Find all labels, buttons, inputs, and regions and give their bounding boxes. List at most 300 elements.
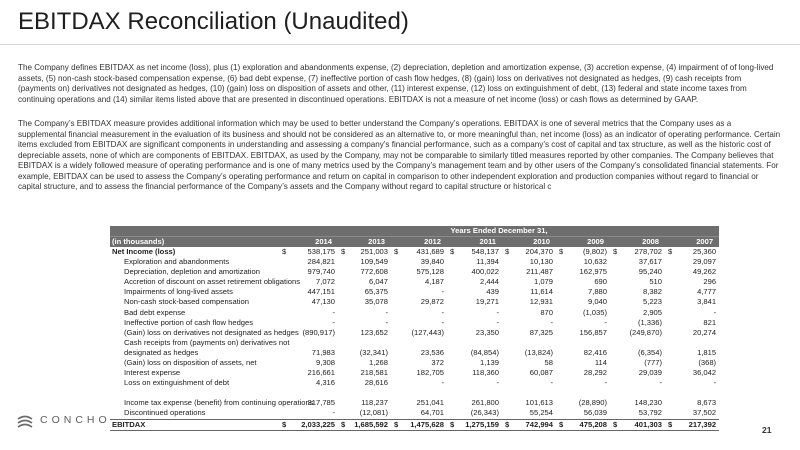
- total-row: [110, 419, 719, 430]
- value-cell: [447, 368, 502, 378]
- cell-value: 7,072: [315, 277, 335, 287]
- value-cell: [279, 419, 338, 430]
- cell-value: 742,994: [525, 419, 553, 429]
- row-label: (Gain) loss on disposition of assets, net: [124, 358, 257, 368]
- cell-value: -: [441, 378, 444, 388]
- value-cell: [502, 247, 556, 257]
- value-cell: [391, 358, 447, 368]
- value-cell: [665, 348, 719, 358]
- value-cell: [338, 338, 391, 348]
- cell-value: 28,292: [583, 368, 607, 378]
- cell-value: 19,271: [475, 297, 499, 307]
- cell-value: -: [441, 307, 444, 317]
- value-cell: [279, 388, 338, 398]
- cell-value: 439: [486, 287, 499, 297]
- value-cell: [279, 287, 338, 297]
- value-cell: [665, 408, 719, 419]
- cell-value: 401,303: [634, 419, 662, 429]
- cell-value: 1,815: [697, 347, 717, 357]
- cell-value: 10,632: [583, 257, 607, 267]
- dollar-sign: $: [341, 419, 346, 429]
- value-cell: [556, 287, 610, 297]
- cell-value: 251,041: [416, 398, 444, 408]
- value-cell: [556, 358, 610, 368]
- cell-value: 29,097: [692, 257, 717, 267]
- cell-value: 4,316: [315, 378, 335, 388]
- value-cell: [391, 408, 447, 419]
- dollar-sign: $: [394, 247, 399, 256]
- row-label: Net Income (loss): [112, 247, 176, 256]
- row-label: Loss on extinguishment of debt: [124, 378, 230, 388]
- value-cell: [391, 257, 447, 267]
- table-body: [110, 247, 719, 430]
- table-group-header-row: [110, 226, 719, 237]
- cell-value: 218,581: [360, 368, 388, 378]
- dollar-sign: $: [282, 247, 287, 256]
- value-cell: [447, 419, 502, 430]
- value-cell: [391, 247, 447, 257]
- cell-value: 118,360: [472, 368, 499, 378]
- value-cell: [556, 267, 610, 277]
- definition-paragraph: The Company defines EBITDAX as net income (loss), plus (1) exploration and abandonments expense, (2) depreciation, depletion and amortization expense, (3) accretion expense, (4) impairment of of long-lived assets, (5) non-cash stock-based compensation expense, (6) bad debt expense, (7) ineffective portion of cash flow hedges, (8) (gain) loss on derivatives not designated as hedges, (9) cash receipts from (payments on) derivatives not designated as hedges, (10) (gain) loss on disposition of assets and other, (11) interest expense, (12) loss on extinguishment of debt, (13) federal and state income taxes from continuing operations and (14) similar items listed above that are presented in discontinued operations. EBITDAX is not a measure of net income (loss) or cash flows as determined by GAAP.: [18, 63, 774, 104]
- value-cell: [279, 368, 338, 378]
- table-row: [110, 378, 719, 388]
- value-cell: [338, 419, 391, 430]
- table-row: [110, 328, 719, 338]
- cell-value: 475,208: [579, 419, 607, 429]
- cell-value: 49,262: [692, 267, 717, 277]
- value-cell: [610, 267, 665, 277]
- row-label: Cash receipts from (payments on) derivatives not: [124, 337, 290, 347]
- cell-value: -: [604, 378, 607, 388]
- cell-value: 2,905: [642, 307, 662, 317]
- value-cell: [665, 419, 719, 430]
- cell-value: 400,022: [471, 267, 499, 277]
- value-cell: [665, 368, 719, 378]
- value-cell: [391, 388, 447, 398]
- table-row: [110, 368, 719, 378]
- value-cell: [502, 328, 556, 338]
- cell-value: 278,702: [634, 247, 662, 256]
- cell-value: 36,042: [692, 368, 717, 378]
- value-cell: [338, 267, 391, 277]
- row-label: Depreciation, depletion and amortization: [124, 267, 260, 277]
- value-cell: [338, 358, 391, 368]
- cell-value: 690: [594, 277, 607, 287]
- cell-value: 216,661: [307, 368, 335, 378]
- value-cell: [665, 328, 719, 338]
- cell-value: 284,821: [307, 257, 335, 267]
- value-cell: [279, 297, 338, 307]
- dollar-sign: $: [450, 419, 455, 429]
- value-cell: [665, 378, 719, 388]
- cell-value: (1,035): [582, 307, 607, 317]
- value-cell: [556, 328, 610, 338]
- value-cell: [556, 308, 610, 318]
- value-cell: [665, 358, 719, 368]
- value-cell: [610, 368, 665, 378]
- table-year-header-row: [110, 237, 719, 248]
- cell-value: (890,917): [302, 327, 335, 337]
- cell-value: 1,079: [533, 277, 553, 287]
- cell-value: 29,872: [420, 297, 444, 307]
- value-cell: [447, 338, 502, 348]
- value-cell: [338, 388, 391, 398]
- value-cell: [279, 277, 338, 287]
- row-label: Income tax expense (benefit) from continuing operations: [124, 398, 314, 408]
- cell-value: 6,047: [368, 277, 388, 287]
- value-cell: [279, 257, 338, 267]
- year-header-2009: 2009: [556, 237, 610, 248]
- year-header-2008: 2008: [610, 237, 665, 248]
- value-cell: [665, 318, 719, 328]
- value-cell: [665, 277, 719, 287]
- value-cell: [556, 247, 610, 257]
- value-cell: [502, 338, 556, 348]
- cell-value: 1,275,159: [465, 419, 499, 429]
- explanation-paragraph: The Company’s EBITDAX measure provides additional information which may be used to better understand the Company’s operations. EBITDAX is one of several metrics that the Company uses as a supplemental financial measurement in the evaluation of its business and should not be considered as an alternative to, or more meaningful than, net income (loss) as an indicator of operating performance. Certain items excluded from EBITDAX are significant components in understanding and assessing a company’s financial performance, such as a company’s cost of capital and tax structure, as well as the historic cost of depreciable assets, none of which are components of EBITDAX. EBITDAX, as used by the Company, may not be comparable to similarly titled measures reported by other companies. The Company believes that EBITDAX is a widely followed measure of operating performance and is one of many metrics used by the Company’s management team and by other users of the Company’s consolidated financial statements. For example, EBITDAX can be used to assess the Company’s operating performance and return on capital in comparison to other independent exploration and production companies without regard to financial or capital structure, and to assess the financial performance of the Company’s assets and the Company without regard to capital structure or historical c: [18, 119, 781, 191]
- value-cell: [279, 318, 338, 328]
- cell-value: 47,130: [311, 297, 335, 307]
- table-row: [110, 408, 719, 419]
- year-header-2011: 2011: [447, 237, 502, 248]
- cell-value: 29,039: [638, 368, 662, 378]
- cell-value: 1,685,592: [354, 419, 388, 429]
- cell-value: (777): [644, 358, 662, 368]
- cell-value: 60,087: [529, 368, 553, 378]
- cell-value: 1,268: [368, 358, 388, 368]
- cell-value: -: [659, 378, 662, 388]
- row-label: (Gain) loss on derivatives not designated as hedges: [124, 327, 299, 337]
- row-label: Impairments of long-lived assets: [124, 287, 233, 297]
- row-label: Interest expense: [124, 368, 181, 378]
- cell-value: 9,040: [587, 297, 607, 307]
- value-cell: [447, 297, 502, 307]
- ebitdax-table: [110, 226, 719, 431]
- cell-value: 1,139: [479, 358, 499, 368]
- cell-value: 217,392: [688, 419, 717, 429]
- cell-value: 251,003: [360, 247, 388, 256]
- cell-value: 53,792: [638, 408, 662, 418]
- cell-value: (1,336): [637, 317, 662, 327]
- value-cell: [665, 308, 719, 318]
- dollar-sign: $: [505, 247, 510, 256]
- value-cell: [338, 297, 391, 307]
- cell-value: 447,151: [307, 287, 335, 297]
- value-cell: [391, 267, 447, 277]
- row-label: Bad debt expense: [124, 307, 186, 317]
- cell-value: -: [604, 317, 607, 327]
- dollar-sign: $: [559, 419, 564, 429]
- cell-value: 510: [649, 277, 662, 287]
- cell-value: 1,475,628: [410, 419, 444, 429]
- value-cell: [391, 419, 447, 430]
- cell-value: 28,616: [364, 378, 388, 388]
- cell-value: 156,857: [579, 327, 607, 337]
- value-cell: [279, 348, 338, 358]
- cell-value: 148,230: [634, 398, 662, 408]
- value-cell: [279, 398, 338, 408]
- value-cell: [665, 247, 719, 257]
- value-cell: [556, 318, 610, 328]
- cell-value: 56,039: [583, 408, 607, 418]
- cell-value: 11,394: [476, 257, 499, 267]
- dollar-sign: $: [613, 419, 618, 429]
- cell-value: 431,689: [416, 247, 444, 256]
- value-cell: [610, 297, 665, 307]
- cell-value: (127,443): [411, 327, 444, 337]
- value-cell: [279, 267, 338, 277]
- page-number: 21: [762, 425, 772, 435]
- value-cell: [665, 338, 719, 348]
- value-cell: [665, 257, 719, 267]
- value-cell: [338, 247, 391, 257]
- cell-value: 4,187: [424, 277, 444, 287]
- value-cell: [447, 348, 502, 358]
- value-cell: [279, 308, 338, 318]
- value-cell: [502, 267, 556, 277]
- dollar-sign: $: [668, 419, 673, 429]
- table-row: [110, 267, 719, 277]
- value-cell: [502, 287, 556, 297]
- value-cell: [502, 388, 556, 398]
- value-cell: [391, 297, 447, 307]
- value-cell: [391, 398, 447, 408]
- value-cell: [610, 318, 665, 328]
- year-header-2010: 2010: [502, 237, 556, 248]
- cell-value: 211,487: [526, 267, 553, 277]
- cell-value: 23,350: [475, 327, 499, 337]
- cell-value: 870: [540, 307, 553, 317]
- cell-value: 10,130: [529, 257, 553, 267]
- value-cell: [279, 408, 338, 419]
- cell-value: -: [496, 317, 499, 327]
- value-cell: [502, 358, 556, 368]
- value-cell: [665, 297, 719, 307]
- cell-value: (249,870): [629, 327, 662, 337]
- cell-value: 11,614: [530, 287, 553, 297]
- cell-value: 979,740: [307, 267, 335, 277]
- value-cell: [665, 398, 719, 408]
- table-row: [110, 358, 719, 368]
- value-cell: [502, 419, 556, 430]
- value-cell: [447, 287, 502, 297]
- cell-value: 317,785: [307, 398, 335, 408]
- cell-value: 8,673: [697, 398, 717, 408]
- value-cell: [447, 247, 502, 257]
- value-cell: [610, 388, 665, 398]
- row-label: Non-cash stock-based compensation: [124, 297, 249, 307]
- row-label: Ineffective portion of cash flow hedges: [124, 317, 254, 327]
- value-cell: [338, 257, 391, 267]
- value-cell: [391, 348, 447, 358]
- cell-value: (9,802): [582, 247, 607, 256]
- cell-value: -: [496, 307, 499, 317]
- value-cell: [447, 388, 502, 398]
- cell-value: 87,325: [529, 327, 553, 337]
- dollar-sign: $: [613, 247, 618, 256]
- title-divider: [0, 44, 800, 45]
- cell-value: 7,880: [587, 287, 607, 297]
- cell-value: 548,137: [471, 247, 499, 256]
- cell-value: 296: [703, 277, 717, 287]
- cell-value: 23,536: [420, 347, 444, 357]
- value-cell: [279, 358, 338, 368]
- value-cell: [610, 328, 665, 338]
- dollar-sign: $: [341, 247, 346, 256]
- cell-value: 35,078: [364, 297, 388, 307]
- value-cell: [610, 348, 665, 358]
- cell-value: 204,370: [525, 247, 553, 256]
- year-header-2013: 2013: [338, 237, 391, 248]
- value-cell: [556, 297, 610, 307]
- cell-value: 2,444: [479, 277, 499, 287]
- value-cell: [447, 267, 502, 277]
- value-cell: [279, 378, 338, 388]
- value-cell: [338, 318, 391, 328]
- value-cell: [556, 398, 610, 408]
- dollar-sign: $: [282, 419, 287, 429]
- concho-logo-icon: [16, 411, 34, 433]
- table-row: [110, 348, 719, 358]
- cell-value: 772,608: [360, 267, 388, 277]
- cell-value: 58: [544, 358, 553, 368]
- table-row: [110, 338, 719, 348]
- table-row: [110, 318, 719, 328]
- value-cell: [338, 378, 391, 388]
- value-cell: [502, 408, 556, 419]
- value-cell: [610, 287, 665, 297]
- cell-value: (28,890): [578, 398, 607, 408]
- cell-value: -: [441, 317, 444, 327]
- row-label: Accretion of discount on asset retirement obligations: [124, 277, 301, 287]
- cell-value: -: [441, 287, 444, 297]
- value-cell: [556, 388, 610, 398]
- value-cell: [447, 378, 502, 388]
- cell-value: 55,254: [529, 408, 553, 418]
- page-title: EBITDAX Reconciliation (Unaudited): [18, 8, 409, 35]
- row-label: designated as hedges: [124, 347, 199, 357]
- table-row: [110, 247, 719, 257]
- cell-value: 95,240: [638, 267, 662, 277]
- value-cell: [279, 247, 338, 257]
- row-label: [110, 388, 279, 398]
- cell-value: 821: [703, 317, 717, 327]
- cell-value: (84,854): [470, 347, 499, 357]
- dollar-sign: $: [668, 247, 673, 256]
- dollar-sign: $: [505, 419, 510, 429]
- cell-value: 9,308: [315, 358, 335, 368]
- value-cell: [391, 318, 447, 328]
- cell-value: 37,502: [692, 408, 717, 418]
- value-cell: [391, 338, 447, 348]
- value-cell: [391, 378, 447, 388]
- value-cell: [556, 348, 610, 358]
- cell-value: -: [385, 317, 388, 327]
- cell-value: 39,840: [420, 257, 444, 267]
- table-row: [110, 308, 719, 318]
- value-cell: [665, 388, 719, 398]
- cell-value: 8,382: [642, 287, 662, 297]
- value-cell: [556, 378, 610, 388]
- value-cell: [502, 318, 556, 328]
- cell-value: 114: [594, 358, 607, 368]
- cell-value: 109,549: [360, 257, 388, 267]
- value-cell: [502, 348, 556, 358]
- cell-value: 182,705: [416, 368, 444, 378]
- cell-value: -: [332, 408, 335, 418]
- cell-value: 118,237: [361, 398, 388, 408]
- cell-value: 162,975: [579, 267, 607, 277]
- cell-value: (26,343): [470, 408, 499, 418]
- value-cell: [610, 408, 665, 419]
- cell-value: (32,341): [359, 347, 388, 357]
- cell-value: 575,128: [416, 267, 444, 277]
- cell-value: 101,613: [525, 398, 553, 408]
- cell-value: 4,777: [697, 287, 717, 297]
- cell-value: 71,983: [311, 347, 335, 357]
- value-cell: [447, 408, 502, 419]
- value-cell: [447, 358, 502, 368]
- value-cell: [279, 338, 338, 348]
- value-cell: [338, 408, 391, 419]
- cell-value: -: [385, 307, 388, 317]
- year-header-2012: 2012: [391, 237, 447, 248]
- value-cell: [391, 277, 447, 287]
- cell-value: 5,223: [642, 297, 662, 307]
- value-cell: [338, 277, 391, 287]
- value-cell: [338, 348, 391, 358]
- cell-value: -: [713, 307, 717, 317]
- value-cell: [610, 398, 665, 408]
- value-cell: [447, 328, 502, 338]
- dollar-sign: $: [559, 247, 564, 256]
- cell-value: 2,033,225: [301, 419, 335, 429]
- row-label: EBITDAX: [110, 419, 279, 430]
- value-cell: [502, 368, 556, 378]
- cell-value: 538,175: [307, 247, 335, 256]
- cell-value: -: [332, 317, 335, 327]
- value-cell: [665, 287, 719, 297]
- value-cell: [338, 368, 391, 378]
- table-row: [110, 287, 719, 297]
- years-group-header: Years Ended December 31,: [279, 226, 719, 237]
- cell-value: (368): [698, 358, 717, 368]
- value-cell: [610, 247, 665, 257]
- table-row: [110, 277, 719, 287]
- value-cell: [447, 318, 502, 328]
- cell-value: 372: [431, 358, 444, 368]
- cell-value: (12,081): [359, 408, 388, 418]
- cell-value: -: [332, 307, 335, 317]
- cell-value: (6,354): [637, 347, 662, 357]
- cell-value: 65,375: [364, 287, 388, 297]
- value-cell: [610, 358, 665, 368]
- value-cell: [556, 338, 610, 348]
- value-cell: [610, 257, 665, 267]
- value-cell: [556, 277, 610, 287]
- cell-value: 261,800: [471, 398, 499, 408]
- cell-value: (13,824): [524, 347, 553, 357]
- value-cell: [610, 338, 665, 348]
- row-label: Discontinued operations: [124, 408, 206, 418]
- cell-value: 3,841: [697, 297, 717, 307]
- value-cell: [279, 328, 338, 338]
- value-cell: [338, 328, 391, 338]
- cell-value: 37,617: [638, 257, 662, 267]
- table-row: [110, 257, 719, 267]
- value-cell: [391, 308, 447, 318]
